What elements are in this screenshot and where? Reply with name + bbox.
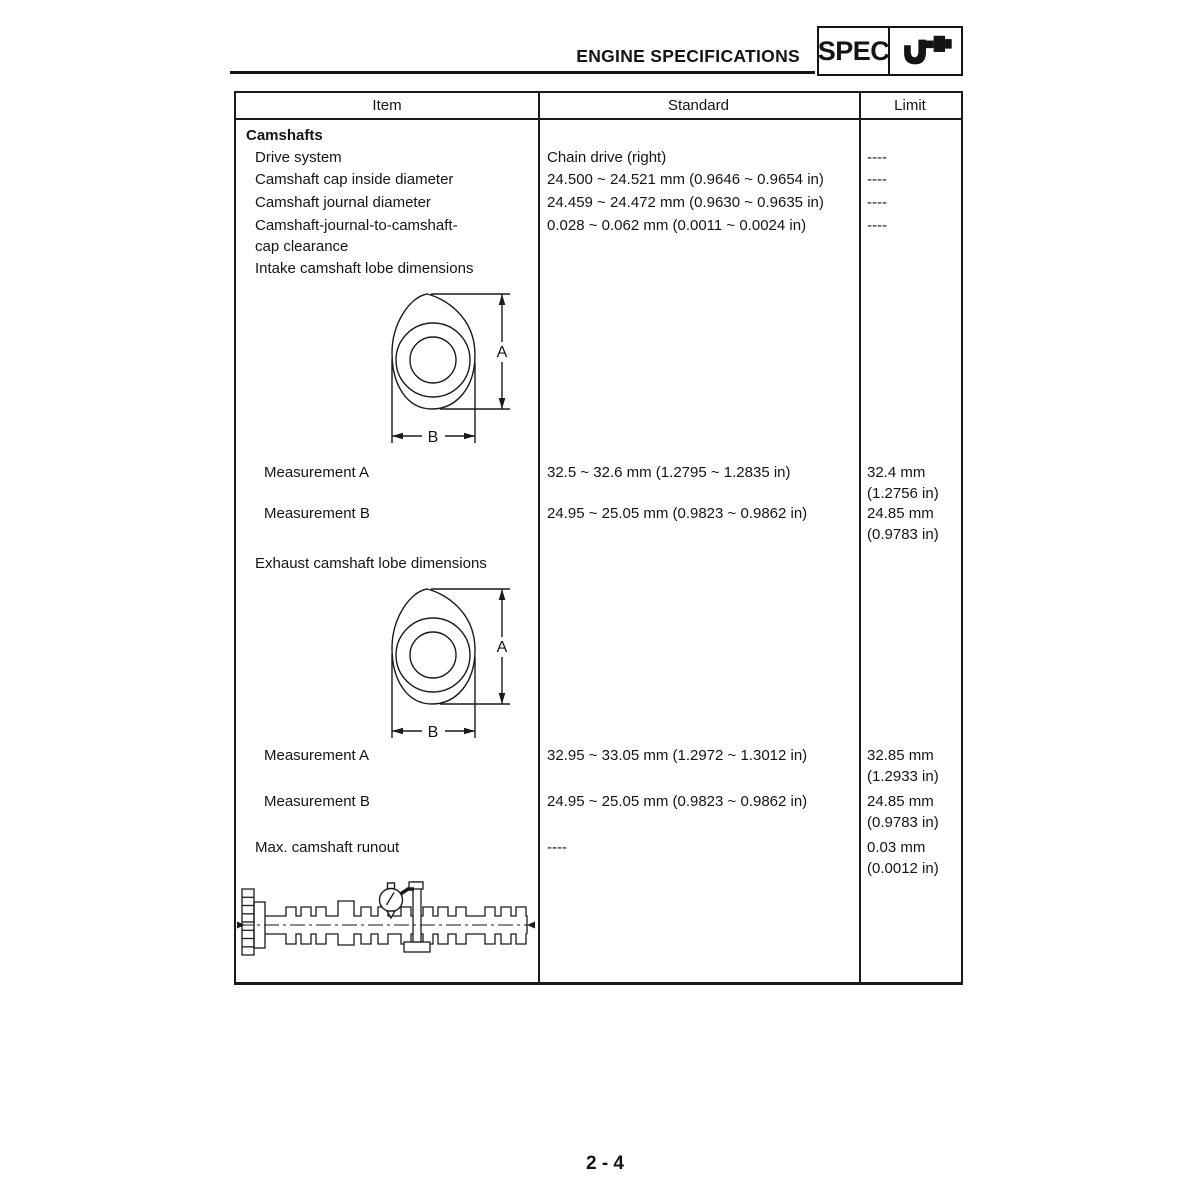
item-cell: Drive system [255,149,342,166]
standard-cell: 24.95 ~ 25.05 mm (0.9823 ~ 0.9862 in) [547,793,808,810]
column-divider-item-standard [538,93,540,982]
table-row-intake-heading [236,256,961,278]
table-row-drive-system [236,144,961,166]
table-row-cap-inside-diameter [236,166,961,189]
limit-cell [859,503,961,545]
micrometer-icon [890,28,961,74]
standard-cell: ---- [547,839,567,856]
item-cell: Camshaft journal diameter [255,194,431,211]
dimension-label-b: B [427,429,439,446]
column-header-standard: Standard [668,97,729,114]
title-underline [230,71,815,74]
limit-line-1: 0.03 mm [867,839,926,856]
section-title: Camshafts [246,127,323,144]
table-row-exhaust-measurement-b [236,785,961,829]
table-row-intake-measurement-b [236,501,961,545]
item-line-2: cap clearance [255,238,349,255]
limit-cell [859,462,961,501]
limit-cell: ---- [867,149,887,166]
table-row-intake-measurement-a [236,456,961,501]
item-cell: Camshaft cap inside diameter [255,171,454,188]
limit-cell [859,837,961,877]
item-cell: Measurement B [264,793,370,810]
page-number: 2 - 4 [585,1153,625,1174]
table-row-exhaust-heading [236,545,961,571]
limit-line-1: 24.85 mm [867,793,934,810]
column-header-limit: Limit [894,97,926,114]
limit-line-1: 32.4 mm [867,464,926,481]
dimension-label-a: A [496,639,508,656]
limit-line-1: 32.85 mm [867,747,934,764]
limit-line-2: (0.9783 in) [867,526,939,543]
limit-cell: ---- [867,217,887,234]
standard-cell: 24.459 ~ 24.472 mm (0.9630 ~ 0.9635 in) [547,194,824,211]
intake-cam-lobe-diagram [236,278,961,456]
limit-cell [859,791,961,829]
table-header-row [236,93,961,120]
item-cell: Max. camshaft runout [255,839,400,856]
table-row-journal-diameter [236,189,961,212]
item-cell: Measurement B [264,505,370,522]
item-line-1: Camshaft-journal-to-camshaft- [255,217,458,234]
limit-cell: ---- [867,194,887,211]
camshaft-runout-diagram [236,873,961,953]
dimension-label-a: A [496,344,508,361]
table-row-max-camshaft-runout [236,829,961,877]
table-row-section-camshafts [236,120,961,144]
item-cell [236,215,538,256]
column-header-item: Item [372,97,402,114]
limit-cell: ---- [867,171,887,188]
item-cell: Exhaust camshaft lobe dimensions [255,555,487,572]
limit-line-2: (1.2756 in) [867,485,939,502]
table-row-exhaust-measurement-a [236,741,961,785]
limit-cell [859,745,961,785]
item-cell: Measurement A [264,747,370,764]
item-cell: Measurement A [264,464,370,481]
limit-line-1: 24.85 mm [867,505,934,522]
item-cell: Intake camshaft lobe dimensions [255,260,474,277]
table-row-journal-cap-clearance [236,212,961,256]
limit-line-2: (0.9783 in) [867,814,939,831]
limit-line-2: (0.0012 in) [867,860,939,877]
exhaust-cam-lobe-diagram [236,571,961,741]
standard-cell: 32.5 ~ 32.6 mm (1.2795 ~ 1.2835 in) [547,464,791,481]
column-divider-standard-limit [859,93,861,982]
spec-badge-label: SPEC [819,28,890,74]
spec-chapter-badge [817,26,963,76]
dimension-label-b: B [427,724,439,741]
spec-table [234,91,963,985]
standard-cell: Chain drive (right) [547,149,667,166]
page-title: ENGINE SPECIFICATIONS [576,46,800,66]
standard-cell: 32.95 ~ 33.05 mm (1.2972 ~ 1.3012 in) [547,747,808,764]
standard-cell: 24.500 ~ 24.521 mm (0.9646 ~ 0.9654 in) [547,171,824,188]
limit-line-2: (1.2933 in) [867,768,939,785]
standard-cell: 24.95 ~ 25.05 mm (0.9823 ~ 0.9862 in) [547,505,808,522]
standard-cell: 0.028 ~ 0.062 mm (0.0011 ~ 0.0024 in) [547,217,807,234]
